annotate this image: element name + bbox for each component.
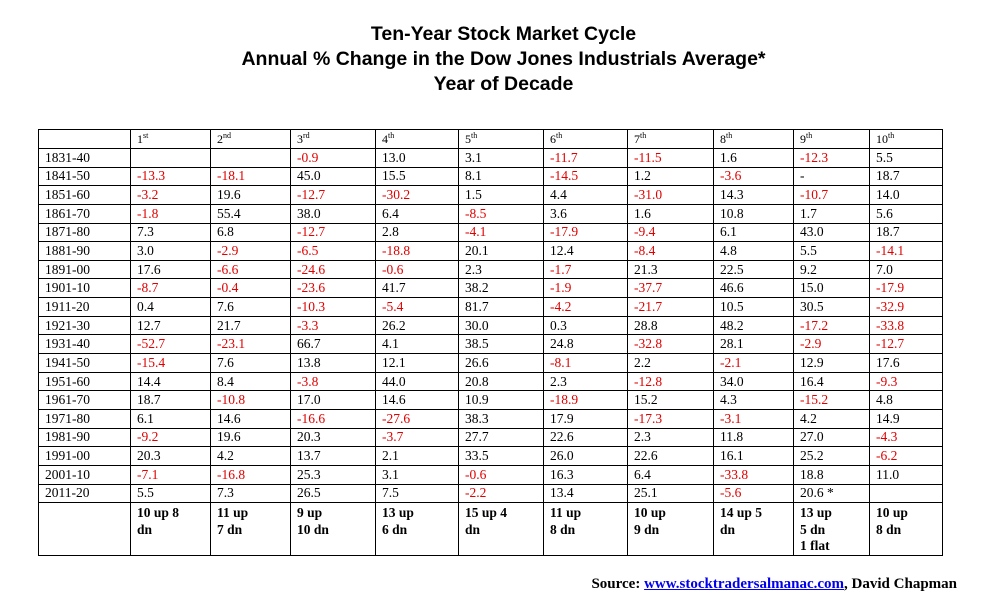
value-cell: 3.0	[131, 242, 211, 261]
value-cell: -13.3	[131, 167, 211, 186]
value-cell: -15.4	[131, 354, 211, 373]
summary-line: 13 up	[382, 505, 414, 521]
table-row	[39, 298, 943, 317]
value-cell: -12.8	[628, 372, 714, 391]
value-cell: -23.6	[291, 279, 376, 298]
value-cell: 30.0	[459, 316, 544, 335]
column-header: 2nd	[211, 130, 291, 149]
value-cell: -37.7	[628, 279, 714, 298]
value-cell: 30.5	[794, 298, 870, 317]
value-cell: 8.4	[211, 372, 291, 391]
value-cell: 12.1	[376, 354, 459, 373]
summary-cell	[376, 503, 459, 556]
summary-cell	[211, 503, 291, 556]
value-cell: 18.8	[794, 465, 870, 484]
value-cell: 6.4	[376, 204, 459, 223]
summary-line: 5 dn	[800, 521, 826, 537]
value-cell: -12.3	[794, 149, 870, 168]
value-cell: 48.2	[714, 316, 794, 335]
value-cell: 17.6	[870, 354, 943, 373]
row-label: 2011-20	[39, 484, 131, 503]
value-cell: 44.0	[376, 372, 459, 391]
value-cell: 1.6	[628, 204, 714, 223]
value-cell: 14.4	[131, 372, 211, 391]
value-cell: -3.8	[291, 372, 376, 391]
value-cell: 26.5	[291, 484, 376, 503]
value-cell: 1.6	[714, 149, 794, 168]
value-cell: 4.1	[376, 335, 459, 354]
row-label: 1951-60	[39, 372, 131, 391]
value-cell: 41.7	[376, 279, 459, 298]
value-cell: 28.1	[714, 335, 794, 354]
summary-cell	[714, 503, 794, 556]
value-cell: 26.6	[459, 354, 544, 373]
value-cell: -11.5	[628, 149, 714, 168]
value-cell: -30.2	[376, 186, 459, 205]
value-cell: 18.7	[870, 223, 943, 242]
value-cell: -6.6	[211, 260, 291, 279]
summary-row	[39, 503, 943, 556]
value-cell: 26.0	[544, 447, 628, 466]
value-cell: -23.1	[211, 335, 291, 354]
value-cell: 5.6	[870, 204, 943, 223]
value-cell: 16.4	[794, 372, 870, 391]
row-label: 1831-40	[39, 149, 131, 168]
value-cell	[211, 149, 291, 168]
value-cell: -17.9	[870, 279, 943, 298]
summary-line: 11 up	[550, 505, 582, 521]
value-cell: 0.3	[544, 316, 628, 335]
row-label: 1921-30	[39, 316, 131, 335]
value-cell	[870, 484, 943, 503]
table-row	[39, 465, 943, 484]
summary-line: 15 up 4	[465, 505, 508, 521]
value-cell: -15.2	[794, 391, 870, 410]
value-cell: -24.6	[291, 260, 376, 279]
table-row	[39, 354, 943, 373]
summary-line: 10 up	[876, 505, 908, 521]
summary-line: 10 up	[634, 505, 666, 521]
value-cell: -2.1	[714, 354, 794, 373]
value-cell: -32.9	[870, 298, 943, 317]
value-cell: 1.5	[459, 186, 544, 205]
value-cell: 3.1	[376, 465, 459, 484]
value-cell: 0.4	[131, 298, 211, 317]
header-row	[39, 130, 943, 149]
header-corner	[39, 130, 131, 149]
row-label: 1991-00	[39, 447, 131, 466]
value-cell: 81.7	[459, 298, 544, 317]
value-cell: 8.1	[459, 167, 544, 186]
value-cell: -5.6	[714, 484, 794, 503]
row-label: 1881-90	[39, 242, 131, 261]
column-header: 8th	[714, 130, 794, 149]
summary-line: 7 dn	[217, 521, 243, 537]
value-cell: 2.3	[459, 260, 544, 279]
value-cell: 14.6	[376, 391, 459, 410]
row-label: 1981-90	[39, 428, 131, 447]
summary-line: 10 up 8	[137, 505, 180, 521]
value-cell: 10.9	[459, 391, 544, 410]
value-cell: 25.1	[628, 484, 714, 503]
summary-line: 8 dn	[550, 521, 576, 537]
summary-line: 9 dn	[634, 521, 660, 537]
row-label: 1871-80	[39, 223, 131, 242]
summary-cell	[870, 503, 943, 556]
value-cell: 17.0	[291, 391, 376, 410]
value-cell: -1.8	[131, 204, 211, 223]
value-cell: -8.5	[459, 204, 544, 223]
value-cell: 28.8	[628, 316, 714, 335]
value-cell: 4.3	[714, 391, 794, 410]
chart-title: Ten-Year Stock Market Cycle	[370, 23, 637, 45]
value-cell: 46.6	[714, 279, 794, 298]
summary-cell	[794, 503, 870, 556]
value-cell: 2.3	[544, 372, 628, 391]
value-cell: 4.2	[211, 447, 291, 466]
summary-line: 13 up	[800, 505, 832, 521]
table-row	[39, 242, 943, 261]
value-cell: -27.6	[376, 409, 459, 428]
value-cell: 6.1	[131, 409, 211, 428]
value-cell: -3.3	[291, 316, 376, 335]
value-cell: 2.1	[376, 447, 459, 466]
summary-label-cell	[39, 503, 131, 556]
value-cell: 20.6 *	[794, 484, 870, 503]
column-header: 6th	[544, 130, 628, 149]
column-header: 4th	[376, 130, 459, 149]
value-cell: 27.7	[459, 428, 544, 447]
value-cell: 7.6	[211, 298, 291, 317]
summary-line: dn	[720, 521, 736, 537]
value-cell	[131, 149, 211, 168]
summary-cell	[544, 503, 628, 556]
source-link[interactable]: www.stocktradersalmanac.com	[644, 576, 845, 592]
value-cell: 5.5	[794, 242, 870, 261]
value-cell: 25.3	[291, 465, 376, 484]
value-cell: 6.8	[211, 223, 291, 242]
row-label: 1961-70	[39, 391, 131, 410]
value-cell: 13.8	[291, 354, 376, 373]
table-row	[39, 484, 943, 503]
value-cell: 66.7	[291, 335, 376, 354]
chart-subtitle: Annual % Change in the Dow Jones Industrials Average*	[241, 48, 766, 70]
value-cell: 16.1	[714, 447, 794, 466]
value-cell: -2.9	[794, 335, 870, 354]
row-label: 1891-00	[39, 260, 131, 279]
value-cell: -14.5	[544, 167, 628, 186]
column-header: 7th	[628, 130, 714, 149]
value-cell: -9.3	[870, 372, 943, 391]
value-cell: 14.0	[870, 186, 943, 205]
value-cell: -18.1	[211, 167, 291, 186]
summary-line: 1 flat	[800, 538, 830, 554]
value-cell: 38.3	[459, 409, 544, 428]
value-cell: -17.2	[794, 316, 870, 335]
row-label: 1841-50	[39, 167, 131, 186]
row-label: 1941-50	[39, 354, 131, 373]
value-cell: 55.4	[211, 204, 291, 223]
value-cell: -3.6	[714, 167, 794, 186]
source-prefix: Source:	[591, 576, 645, 592]
summary-cell	[459, 503, 544, 556]
value-cell: 15.2	[628, 391, 714, 410]
value-cell: -33.8	[714, 465, 794, 484]
column-header: 10th	[870, 130, 943, 149]
value-cell: -3.7	[376, 428, 459, 447]
value-cell: -12.7	[291, 223, 376, 242]
value-cell: 20.3	[291, 428, 376, 447]
value-cell: 43.0	[794, 223, 870, 242]
value-cell: 12.4	[544, 242, 628, 261]
value-cell: 9.2	[794, 260, 870, 279]
value-cell: -0.6	[459, 465, 544, 484]
row-label: 1861-70	[39, 204, 131, 223]
column-header: 1st	[131, 130, 211, 149]
value-cell: 6.4	[628, 465, 714, 484]
value-cell: -	[794, 167, 870, 186]
value-cell: 17.6	[131, 260, 211, 279]
value-cell: -11.7	[544, 149, 628, 168]
table-row	[39, 260, 943, 279]
value-cell: 12.7	[131, 316, 211, 335]
table-row	[39, 316, 943, 335]
value-cell: 10.5	[714, 298, 794, 317]
table-row	[39, 186, 943, 205]
value-cell: 24.8	[544, 335, 628, 354]
value-cell: -9.2	[131, 428, 211, 447]
table-row	[39, 409, 943, 428]
value-cell: 38.5	[459, 335, 544, 354]
column-group-label: Year of Decade	[433, 73, 574, 95]
value-cell: 21.7	[211, 316, 291, 335]
value-cell: 6.1	[714, 223, 794, 242]
value-cell: 15.5	[376, 167, 459, 186]
value-cell: -14.1	[870, 242, 943, 261]
value-cell: 5.5	[131, 484, 211, 503]
value-cell: 14.6	[211, 409, 291, 428]
value-cell: -10.3	[291, 298, 376, 317]
value-cell: 7.3	[131, 223, 211, 242]
value-cell: 45.0	[291, 167, 376, 186]
value-cell: -18.9	[544, 391, 628, 410]
value-cell: 18.7	[131, 391, 211, 410]
value-cell: 4.4	[544, 186, 628, 205]
value-cell: 22.6	[628, 447, 714, 466]
value-cell: -16.6	[291, 409, 376, 428]
value-cell: 4.8	[714, 242, 794, 261]
column-header: 5th	[459, 130, 544, 149]
value-cell: 19.6	[211, 428, 291, 447]
row-label: 1911-20	[39, 298, 131, 317]
summary-line: 9 up	[297, 505, 323, 521]
value-cell: 13.4	[544, 484, 628, 503]
value-cell: 7.3	[211, 484, 291, 503]
value-cell: 20.1	[459, 242, 544, 261]
value-cell: 2.8	[376, 223, 459, 242]
source-line	[591, 576, 957, 593]
value-cell: -3.1	[714, 409, 794, 428]
value-cell: 38.2	[459, 279, 544, 298]
value-cell: -8.7	[131, 279, 211, 298]
table-row	[39, 167, 943, 186]
value-cell: 17.9	[544, 409, 628, 428]
table-row	[39, 279, 943, 298]
value-cell: 22.6	[544, 428, 628, 447]
value-cell: -8.4	[628, 242, 714, 261]
value-cell: 15.0	[794, 279, 870, 298]
value-cell: 27.0	[794, 428, 870, 447]
column-header: 3rd	[291, 130, 376, 149]
value-cell: 3.1	[459, 149, 544, 168]
value-cell: 5.5	[870, 149, 943, 168]
value-cell: -17.9	[544, 223, 628, 242]
cycle-table	[38, 129, 943, 556]
table-row	[39, 204, 943, 223]
value-cell: 34.0	[714, 372, 794, 391]
value-cell: -17.3	[628, 409, 714, 428]
value-cell: 1.2	[628, 167, 714, 186]
table-row	[39, 428, 943, 447]
table-row	[39, 447, 943, 466]
value-cell: -10.8	[211, 391, 291, 410]
value-cell: -2.2	[459, 484, 544, 503]
value-cell: -9.4	[628, 223, 714, 242]
value-cell: 7.0	[870, 260, 943, 279]
summary-cell	[131, 503, 211, 556]
summary-line: dn	[137, 521, 153, 537]
value-cell: 4.2	[794, 409, 870, 428]
value-cell: -6.5	[291, 242, 376, 261]
row-label: 2001-10	[39, 465, 131, 484]
value-cell: 14.9	[870, 409, 943, 428]
value-cell: 12.9	[794, 354, 870, 373]
value-cell: 3.6	[544, 204, 628, 223]
value-cell: 38.0	[291, 204, 376, 223]
value-cell: 21.3	[628, 260, 714, 279]
value-cell: 13.0	[376, 149, 459, 168]
value-cell: 20.8	[459, 372, 544, 391]
value-cell: 7.5	[376, 484, 459, 503]
value-cell: -2.9	[211, 242, 291, 261]
value-cell: -4.2	[544, 298, 628, 317]
summary-line: 8 dn	[876, 521, 902, 537]
value-cell: -0.6	[376, 260, 459, 279]
value-cell: 13.7	[291, 447, 376, 466]
summary-line: 10 dn	[297, 521, 329, 537]
value-cell: 20.3	[131, 447, 211, 466]
value-cell: -31.0	[628, 186, 714, 205]
value-cell: 26.2	[376, 316, 459, 335]
value-cell: -6.2	[870, 447, 943, 466]
value-cell: -5.4	[376, 298, 459, 317]
row-label: 1851-60	[39, 186, 131, 205]
value-cell: 22.5	[714, 260, 794, 279]
row-label: 1901-10	[39, 279, 131, 298]
source-suffix: , David Chapman	[844, 576, 957, 592]
value-cell: 1.7	[794, 204, 870, 223]
value-cell: -12.7	[291, 186, 376, 205]
table-row	[39, 335, 943, 354]
table-row	[39, 223, 943, 242]
value-cell: 14.3	[714, 186, 794, 205]
table-row	[39, 372, 943, 391]
value-cell: -12.7	[870, 335, 943, 354]
value-cell: 2.3	[628, 428, 714, 447]
column-header: 9th	[794, 130, 870, 149]
summary-cell	[291, 503, 376, 556]
value-cell: -1.9	[544, 279, 628, 298]
value-cell: 11.8	[714, 428, 794, 447]
value-cell: -16.8	[211, 465, 291, 484]
row-label: 1931-40	[39, 335, 131, 354]
summary-line: 11 up	[217, 505, 249, 521]
value-cell: 10.8	[714, 204, 794, 223]
value-cell: -4.3	[870, 428, 943, 447]
summary-line: dn	[465, 521, 481, 537]
value-cell: -0.9	[291, 149, 376, 168]
value-cell: 7.6	[211, 354, 291, 373]
value-cell: -4.1	[459, 223, 544, 242]
summary-line: 14 up 5	[720, 505, 763, 521]
value-cell: -0.4	[211, 279, 291, 298]
value-cell: -8.1	[544, 354, 628, 373]
row-label: 1971-80	[39, 409, 131, 428]
value-cell: 16.3	[544, 465, 628, 484]
value-cell: 4.8	[870, 391, 943, 410]
value-cell: 25.2	[794, 447, 870, 466]
table-row	[39, 149, 943, 168]
value-cell: -10.7	[794, 186, 870, 205]
value-cell: 33.5	[459, 447, 544, 466]
summary-line: 6 dn	[382, 521, 408, 537]
value-cell: -18.8	[376, 242, 459, 261]
chart-title-block	[0, 22, 1007, 97]
summary-cell	[628, 503, 714, 556]
value-cell: 19.6	[211, 186, 291, 205]
table-row	[39, 391, 943, 410]
value-cell: 18.7	[870, 167, 943, 186]
value-cell: -7.1	[131, 465, 211, 484]
value-cell: -32.8	[628, 335, 714, 354]
value-cell: 2.2	[628, 354, 714, 373]
value-cell: -33.8	[870, 316, 943, 335]
value-cell: -21.7	[628, 298, 714, 317]
value-cell: -52.7	[131, 335, 211, 354]
value-cell: 11.0	[870, 465, 943, 484]
value-cell: -3.2	[131, 186, 211, 205]
value-cell: -1.7	[544, 260, 628, 279]
